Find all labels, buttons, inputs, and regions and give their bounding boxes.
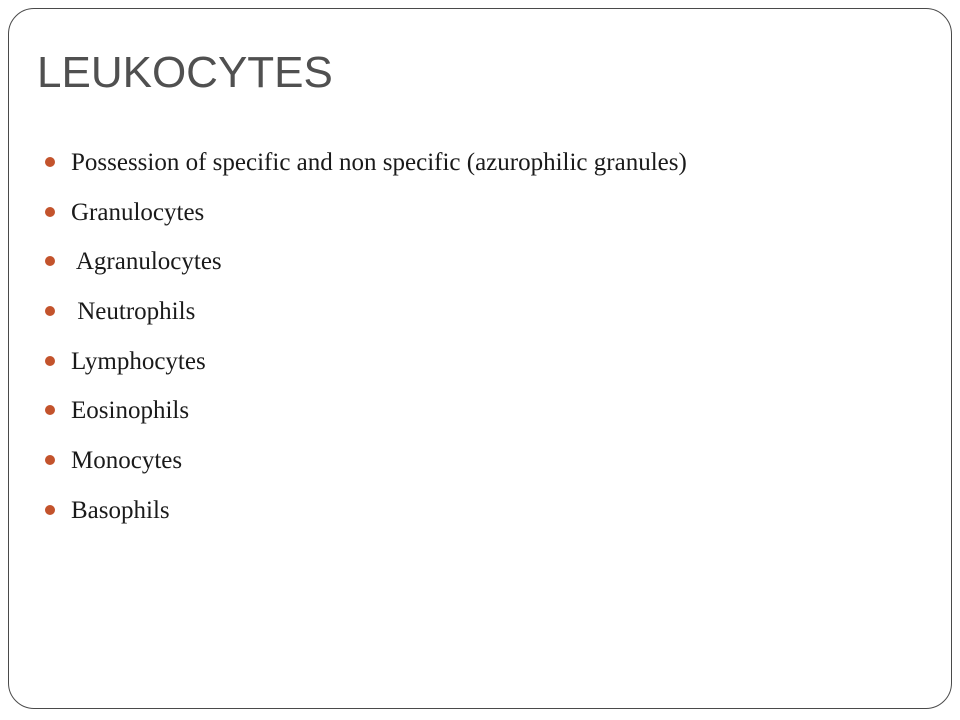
bullet-list — [45, 147, 687, 545]
bullet-text: Possession of specific and non specific (azurophilic granules) — [71, 149, 687, 176]
bullet-text: Eosinophils — [71, 397, 190, 425]
bullet-icon — [45, 405, 55, 415]
bullet-icon — [45, 356, 55, 366]
bullet-text: Agranulocytes — [71, 248, 222, 276]
list-item — [45, 395, 687, 445]
bullet-text: Lymphocytes — [71, 347, 206, 375]
bullet-icon — [45, 455, 55, 465]
bullet-text: Monocytes — [71, 447, 183, 475]
bullet-icon — [45, 505, 55, 515]
list-item — [45, 296, 687, 346]
bullet-icon — [45, 306, 55, 316]
bullet-icon — [45, 207, 55, 217]
bullet-text: Granulocytes — [71, 198, 205, 226]
list-item — [45, 346, 687, 396]
list-item — [45, 445, 687, 495]
slide-title: LEUKOCYTES — [37, 48, 333, 97]
bullet-icon — [45, 157, 55, 167]
list-item — [45, 495, 687, 545]
list-item — [45, 197, 687, 247]
list-item — [45, 147, 687, 197]
bullet-text: Neutrophils — [71, 298, 196, 326]
slide-frame — [8, 8, 952, 709]
list-item — [45, 246, 687, 296]
bullet-icon — [45, 256, 55, 266]
bullet-text: Basophils — [71, 496, 170, 524]
